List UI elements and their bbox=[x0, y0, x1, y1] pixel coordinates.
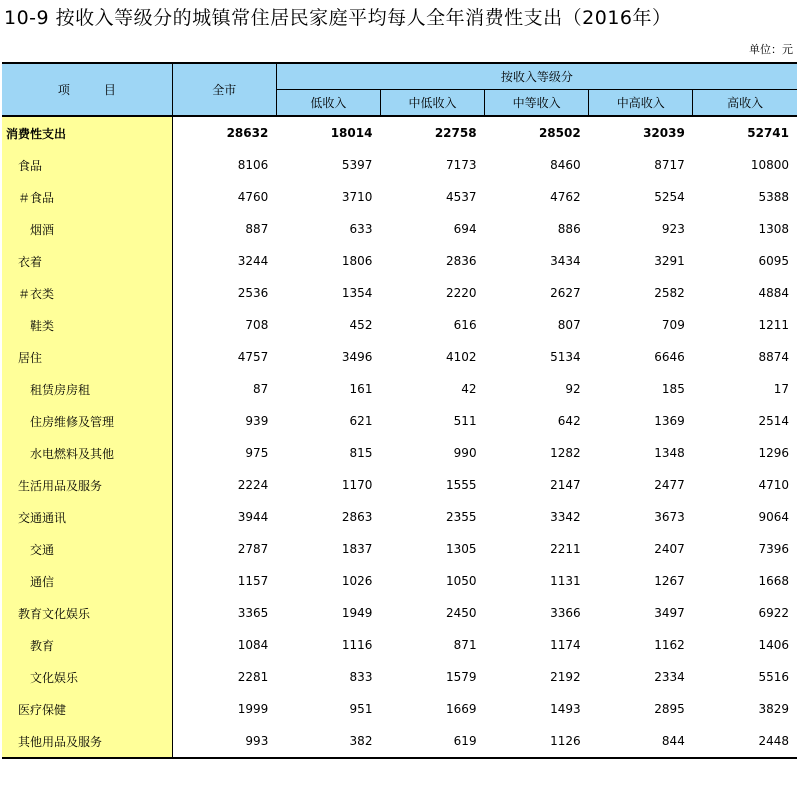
row-label: 交通 bbox=[2, 533, 172, 565]
table-cell: 3365 bbox=[237, 606, 269, 620]
item-header-char: 项 bbox=[57, 83, 70, 97]
table-cell: 87 bbox=[253, 382, 269, 396]
table-cell: 1267 bbox=[654, 574, 685, 588]
table-row bbox=[2, 693, 797, 725]
table-cell: 1668 bbox=[758, 574, 789, 588]
table-cell: 1170 bbox=[341, 478, 373, 492]
level-header-low: 低收入 bbox=[276, 90, 380, 117]
table-cell: 4537 bbox=[446, 190, 477, 204]
table-row bbox=[2, 277, 797, 309]
table-cell: 2895 bbox=[654, 702, 685, 716]
table-cell: 3829 bbox=[758, 702, 789, 716]
table-cell: 18014 bbox=[276, 116, 380, 149]
table-cell: 2836 bbox=[446, 254, 477, 268]
table-cell: 4710 bbox=[758, 478, 789, 492]
unit-label: 单位：元 bbox=[749, 43, 793, 56]
table-row bbox=[2, 245, 797, 277]
row-label: 消费性支出 bbox=[2, 116, 172, 149]
table-cell: 939 bbox=[245, 414, 269, 428]
row-label: 烟酒 bbox=[2, 213, 172, 245]
table-cell: 5516 bbox=[758, 670, 789, 684]
table-cell: 1837 bbox=[341, 542, 373, 556]
table-cell: 2582 bbox=[654, 286, 685, 300]
table-cell: 42 bbox=[461, 382, 477, 396]
table-cell: 2220 bbox=[446, 286, 477, 300]
table-cell: 621 bbox=[349, 414, 373, 428]
table-cell: 6646 bbox=[654, 350, 685, 364]
table-cell: 52741 bbox=[693, 116, 797, 149]
table-row bbox=[2, 501, 797, 533]
table-cell: 1211 bbox=[758, 318, 789, 332]
table-cell: 28502 bbox=[485, 116, 589, 149]
table-cell: 3291 bbox=[654, 254, 685, 268]
table-cell: 22758 bbox=[380, 116, 484, 149]
table-cell: 8717 bbox=[654, 158, 685, 172]
table-row bbox=[2, 597, 797, 629]
table-cell: 3497 bbox=[654, 606, 685, 620]
table-header bbox=[2, 63, 797, 116]
table-cell: 452 bbox=[349, 318, 373, 332]
table-cell: 511 bbox=[453, 414, 477, 428]
table-cell: 887 bbox=[245, 222, 269, 236]
table-cell: 1369 bbox=[654, 414, 685, 428]
table-cell: 10800 bbox=[750, 158, 789, 172]
table-cell: 2477 bbox=[654, 478, 685, 492]
table-cell: 642 bbox=[557, 414, 581, 428]
table-cell: 4884 bbox=[758, 286, 789, 300]
table-row bbox=[2, 213, 797, 245]
row-label: 居住 bbox=[2, 341, 172, 373]
table-cell: 708 bbox=[245, 318, 269, 332]
table-cell: 3366 bbox=[550, 606, 581, 620]
table-cell: 4102 bbox=[446, 350, 477, 364]
table-cell: 1806 bbox=[341, 254, 373, 268]
table-cell: 17 bbox=[773, 382, 789, 396]
table-cell: 8460 bbox=[550, 158, 581, 172]
table-cell: 1157 bbox=[237, 574, 269, 588]
table-cell: 1354 bbox=[341, 286, 373, 300]
table-row bbox=[2, 565, 797, 597]
table-cell: 619 bbox=[380, 725, 484, 758]
table-cell: 5388 bbox=[758, 190, 789, 204]
table-cell: 1348 bbox=[654, 446, 685, 460]
table-row bbox=[2, 181, 797, 213]
table-cell: 28632 bbox=[172, 116, 276, 149]
table-row bbox=[2, 661, 797, 693]
table-cell: 886 bbox=[557, 222, 581, 236]
row-label: 生活用品及服务 bbox=[2, 469, 172, 501]
table-cell: 382 bbox=[276, 725, 380, 758]
table-cell: 1126 bbox=[485, 725, 589, 758]
table-cell: 2192 bbox=[550, 670, 581, 684]
item-column-header bbox=[2, 63, 172, 116]
table-row bbox=[2, 149, 797, 181]
table-cell: 2211 bbox=[550, 542, 581, 556]
table-cell: 1305 bbox=[446, 542, 477, 556]
table-cell: 1296 bbox=[758, 446, 789, 460]
row-label: 衣着 bbox=[2, 245, 172, 277]
table-cell: 7173 bbox=[446, 158, 477, 172]
row-label: 水电燃料及其他 bbox=[2, 437, 172, 469]
city-column-header: 全市 bbox=[172, 63, 276, 116]
row-label: ＃食品 bbox=[2, 181, 172, 213]
table-cell: 815 bbox=[349, 446, 373, 460]
table-cell: 1050 bbox=[446, 574, 477, 588]
table-cell: 8874 bbox=[758, 350, 789, 364]
table-cell: 1084 bbox=[237, 638, 269, 652]
table-cell: 161 bbox=[349, 382, 373, 396]
table-cell: 4760 bbox=[237, 190, 269, 204]
table-cell: 2407 bbox=[654, 542, 685, 556]
table-cell: 4762 bbox=[550, 190, 581, 204]
row-label: 鞋类 bbox=[2, 309, 172, 341]
row-label: 交通通讯 bbox=[2, 501, 172, 533]
table-cell: 3434 bbox=[550, 254, 581, 268]
table-row bbox=[2, 373, 797, 405]
table-cell: 1308 bbox=[758, 222, 789, 236]
table-cell: 1162 bbox=[654, 638, 685, 652]
table-cell: 1669 bbox=[446, 702, 477, 716]
table-cell: 5397 bbox=[341, 158, 373, 172]
table-cell: 2514 bbox=[758, 414, 789, 428]
table-cell: 5134 bbox=[550, 350, 581, 364]
row-label: 租赁房房租 bbox=[2, 373, 172, 405]
table-row bbox=[2, 116, 797, 149]
table-cell: 2536 bbox=[237, 286, 269, 300]
table-body bbox=[2, 116, 797, 758]
row-label: 教育文化娱乐 bbox=[2, 597, 172, 629]
table-title: 10-9 按收入等级分的城镇常住居民家庭平均每人全年消费性支出（2016年） bbox=[4, 7, 672, 29]
level-header-lower-middle: 中低收入 bbox=[380, 90, 484, 117]
table-cell: 2281 bbox=[237, 670, 269, 684]
table-row bbox=[2, 533, 797, 565]
row-label: 住房维修及管理 bbox=[2, 405, 172, 437]
table-cell: 2224 bbox=[237, 478, 269, 492]
table-cell: 92 bbox=[565, 382, 581, 396]
table-cell: 2147 bbox=[550, 478, 581, 492]
table-row bbox=[2, 629, 797, 661]
table-cell: 1949 bbox=[341, 606, 373, 620]
table-cell: 694 bbox=[453, 222, 477, 236]
level-header-middle: 中等收入 bbox=[485, 90, 589, 117]
table-cell: 32039 bbox=[589, 116, 693, 149]
table-cell: 709 bbox=[661, 318, 685, 332]
table-row bbox=[2, 405, 797, 437]
table-cell: 833 bbox=[349, 670, 373, 684]
table-cell: 1579 bbox=[446, 670, 477, 684]
table-cell: 2448 bbox=[693, 725, 797, 758]
table-cell: 5254 bbox=[654, 190, 685, 204]
table-cell: 923 bbox=[661, 222, 685, 236]
row-label: 医疗保健 bbox=[2, 693, 172, 725]
item-header-char: 目 bbox=[103, 83, 116, 97]
table-cell: 2787 bbox=[237, 542, 269, 556]
table-cell: 3342 bbox=[550, 510, 581, 524]
table-cell: 9064 bbox=[758, 510, 789, 524]
table-cell: 3673 bbox=[654, 510, 685, 524]
table-cell: 844 bbox=[589, 725, 693, 758]
table-cell: 2863 bbox=[341, 510, 373, 524]
data-table-container bbox=[2, 62, 797, 759]
table-cell: 2627 bbox=[550, 286, 581, 300]
table-cell: 871 bbox=[453, 638, 477, 652]
table-cell: 3244 bbox=[237, 254, 269, 268]
table-cell: 2450 bbox=[446, 606, 477, 620]
table-cell: 2355 bbox=[446, 510, 477, 524]
table-cell: 7396 bbox=[758, 542, 789, 556]
table-cell: 6095 bbox=[758, 254, 789, 268]
table-cell: 1493 bbox=[550, 702, 581, 716]
table-cell: 993 bbox=[172, 725, 276, 758]
table-cell: 1282 bbox=[550, 446, 581, 460]
row-label: 通信 bbox=[2, 565, 172, 597]
table-cell: 1406 bbox=[758, 638, 789, 652]
table-cell: 1116 bbox=[341, 638, 373, 652]
table-cell: 975 bbox=[245, 446, 269, 460]
table-cell: 8106 bbox=[237, 158, 269, 172]
table-cell: 2334 bbox=[654, 670, 685, 684]
table-cell: 1131 bbox=[550, 574, 581, 588]
table-cell: 990 bbox=[453, 446, 477, 460]
table-cell: 4757 bbox=[237, 350, 269, 364]
row-label: 食品 bbox=[2, 149, 172, 181]
table-cell: 1555 bbox=[446, 478, 477, 492]
table-row bbox=[2, 469, 797, 501]
table-cell: 616 bbox=[453, 318, 477, 332]
table-row bbox=[2, 341, 797, 373]
table-cell: 633 bbox=[349, 222, 373, 236]
table-cell: 6922 bbox=[758, 606, 789, 620]
table-cell: 1026 bbox=[341, 574, 373, 588]
table-cell: 1999 bbox=[237, 702, 269, 716]
table-row bbox=[2, 725, 797, 758]
table-cell: 951 bbox=[349, 702, 373, 716]
row-label: 教育 bbox=[2, 629, 172, 661]
table-row bbox=[2, 309, 797, 341]
table-cell: 3944 bbox=[237, 510, 269, 524]
row-label: 其他用品及服务 bbox=[2, 725, 172, 758]
row-label: 文化娱乐 bbox=[2, 661, 172, 693]
income-group-header: 按收入等级分 bbox=[276, 63, 797, 90]
table-cell: 3710 bbox=[341, 190, 373, 204]
table-cell: 807 bbox=[557, 318, 581, 332]
table-cell: 1174 bbox=[550, 638, 581, 652]
table-row bbox=[2, 437, 797, 469]
level-header-high: 高收入 bbox=[693, 90, 797, 117]
table-cell: 3496 bbox=[341, 350, 373, 364]
level-header-upper-middle: 中高收入 bbox=[589, 90, 693, 117]
table-cell: 185 bbox=[661, 382, 685, 396]
row-label: ＃衣类 bbox=[2, 277, 172, 309]
expenditure-table bbox=[2, 62, 797, 759]
